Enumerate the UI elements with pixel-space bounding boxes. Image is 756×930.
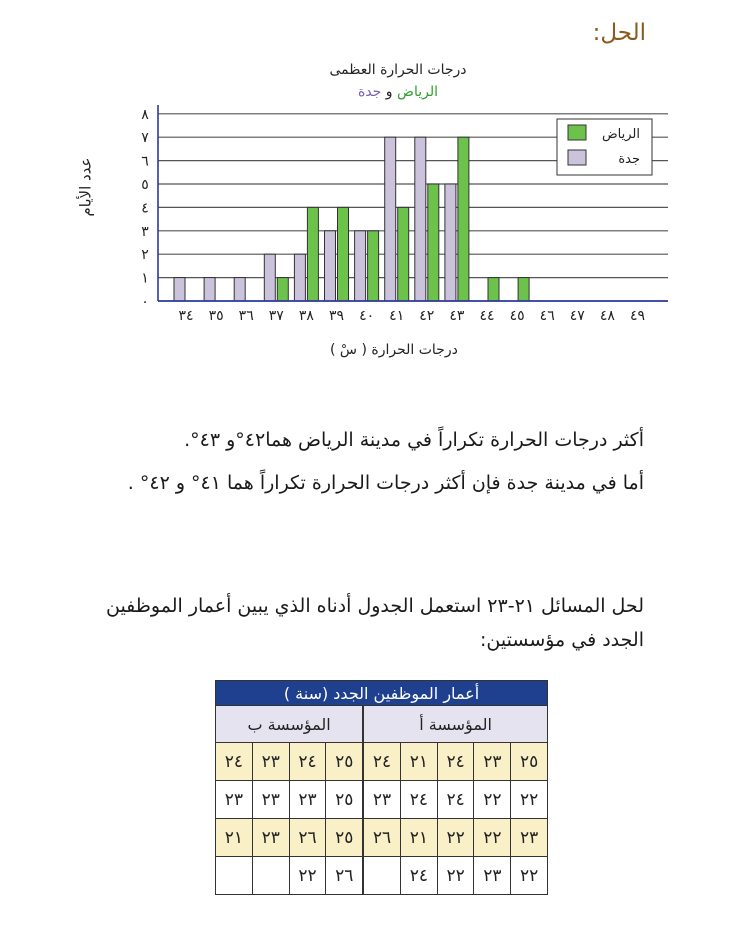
- institution-b-age-cell: ٢٦: [326, 857, 363, 895]
- institution-b-age-cell: ٢٥: [326, 743, 363, 781]
- y-tick-label: ٧: [141, 130, 149, 147]
- institution-a-age-cell: ٢٤: [363, 743, 400, 781]
- institution-a-age-cell: ٢٢: [474, 781, 511, 819]
- y-tick-label: ٠: [141, 294, 149, 310]
- y-tick-label: ٣: [141, 223, 149, 240]
- institution-a-age-cell: ٢٢: [511, 781, 548, 819]
- institution-b-age-cell: ٢٢: [289, 857, 326, 895]
- jeddah-bar: [415, 137, 426, 301]
- institution-b-age-cell: ٢٣: [252, 819, 289, 857]
- legend-label-riyadh: الرياض: [601, 127, 640, 142]
- x-tick-label: ٤٩: [629, 308, 646, 324]
- x-tick-label: ٤٣: [449, 308, 465, 324]
- institution-b-age-cell: ٢٣: [289, 781, 326, 819]
- institution-b-age-cell: ٢٣: [216, 781, 253, 819]
- riyadh-bar: [307, 207, 318, 301]
- institution-a-header: المؤسسة أ: [363, 706, 547, 743]
- riyadh-mode-statement: أكثر درجات الحرارة تكراراً في مدينة الرياض هما٤٢°و ٤٣°.: [184, 429, 644, 451]
- institution-a-age-cell: ٢٣: [474, 857, 511, 895]
- x-tick-label: ٤٤: [479, 308, 495, 324]
- chart-title: درجات الحرارة العظمى: [329, 62, 467, 78]
- subtitle-jeddah: جدة: [358, 84, 382, 100]
- subtitle-riyadh: الرياض: [397, 84, 438, 100]
- institution-a-age-cell: ٢٤: [400, 781, 437, 819]
- x-tick-label: ٤١: [389, 308, 405, 324]
- institution-a-age-cell: ٢١: [400, 819, 437, 857]
- y-tick-label: ١: [141, 270, 149, 287]
- riyadh-bar: [458, 137, 469, 301]
- institution-b-age-cell: ٢٤: [289, 743, 326, 781]
- institution-a-age-cell: ٢٢: [437, 819, 474, 857]
- institution-b-age-cell: ٢٣: [252, 781, 289, 819]
- institution-a-age-cell: ٢٥: [511, 743, 548, 781]
- x-tick-label: ٣٦: [238, 308, 254, 324]
- y-axis-label: عدد الأيام: [76, 157, 95, 217]
- x-tick-label: ٤٥: [509, 308, 525, 324]
- jeddah-bar: [204, 278, 215, 301]
- employee-ages-table: [215, 680, 548, 895]
- x-tick-label: ٤٢: [419, 308, 435, 324]
- subtitle-and: و: [385, 84, 393, 100]
- institution-a-age-cell: [363, 857, 400, 895]
- y-tick-label: ٨: [141, 106, 149, 123]
- x-tick-label: ٣٩: [328, 308, 345, 324]
- y-tick-label: ٦: [141, 153, 149, 170]
- institution-a-age-cell: ٢٦: [363, 819, 400, 857]
- institution-a-age-cell: ٢٤: [437, 743, 474, 781]
- institution-a-age-cell: ٢٣: [474, 743, 511, 781]
- jeddah-bar: [445, 184, 456, 301]
- riyadh-bar: [368, 231, 379, 301]
- institution-b-age-cell: ٢١: [216, 819, 253, 857]
- solution-heading: الحل:: [592, 20, 646, 46]
- table-row: [216, 781, 548, 819]
- legend-swatch-riyadh: [568, 125, 586, 140]
- jeddah-bar: [174, 278, 185, 301]
- table-title: أعمار الموظفين الجدد (سنة ): [216, 681, 548, 706]
- legend-swatch-jeddah: [568, 150, 586, 165]
- institution-b-age-cell: ٢٥: [326, 819, 363, 857]
- institution-a-age-cell: ٢١: [400, 743, 437, 781]
- institution-b-age-cell: ٢٥: [326, 781, 363, 819]
- riyadh-bar: [398, 207, 409, 301]
- institution-a-age-cell: ٢٤: [437, 781, 474, 819]
- table-row: [216, 857, 548, 895]
- jeddah-bar: [294, 254, 305, 301]
- institution-a-age-cell: ٢٢: [511, 857, 548, 895]
- jeddah-bar: [325, 231, 336, 301]
- institution-b-age-cell: [216, 857, 253, 895]
- y-tick-label: ٤: [141, 200, 149, 217]
- institution-b-age-cell: [252, 857, 289, 895]
- institution-a-age-cell: ٢٣: [511, 819, 548, 857]
- riyadh-bar: [488, 278, 499, 301]
- y-tick-label: ٥: [141, 177, 149, 193]
- x-axis-label: درجات الحرارة ( سْ ): [330, 342, 458, 358]
- x-tick-label: ٤٨: [599, 308, 615, 324]
- institution-b-age-cell: ٢٦: [289, 819, 326, 857]
- jeddah-mode-statement: أما في مدينة جدة فإن أكثر درجات الحرارة تكراراً هما ٤١° و ٤٢° .: [127, 472, 644, 494]
- x-tick-label: ٤٠: [359, 308, 375, 324]
- table-row: [216, 743, 548, 781]
- riyadh-bar: [518, 278, 529, 301]
- institution-a-age-cell: ٢٤: [400, 857, 437, 895]
- jeddah-bar: [355, 231, 366, 301]
- bar-chart: [0, 0, 756, 380]
- legend-label-jeddah: جدة: [618, 152, 640, 167]
- institution-a-age-cell: ٢٢: [474, 819, 511, 857]
- x-tick-label: ٤٧: [569, 308, 585, 324]
- x-tick-label: ٣٧: [268, 308, 284, 324]
- y-tick-label: ٢: [141, 247, 149, 264]
- institution-b-age-cell: ٢٣: [252, 743, 289, 781]
- institution-b-age-cell: ٢٤: [216, 743, 253, 781]
- riyadh-bar: [338, 207, 349, 301]
- x-tick-label: ٣٨: [298, 308, 314, 324]
- table-row: [216, 819, 548, 857]
- institution-b-header: المؤسسة ب: [216, 706, 364, 743]
- x-tick-label: ٣٤: [178, 308, 194, 324]
- jeddah-bar: [385, 137, 396, 301]
- institution-a-age-cell: ٢٣: [363, 781, 400, 819]
- jeddah-bar: [264, 254, 275, 301]
- problems-instruction: لحل المسائل ٢١-٢٣ استعمل الجدول أدناه الذي يبين أعمار الموظفين الجدد في مؤسستين:: [105, 595, 644, 651]
- x-tick-label: ٤٦: [539, 308, 555, 324]
- jeddah-bar: [234, 278, 245, 301]
- riyadh-bar: [277, 278, 288, 301]
- riyadh-bar: [428, 184, 439, 301]
- x-tick-label: ٣٥: [208, 308, 224, 324]
- institution-a-age-cell: ٢٢: [437, 857, 474, 895]
